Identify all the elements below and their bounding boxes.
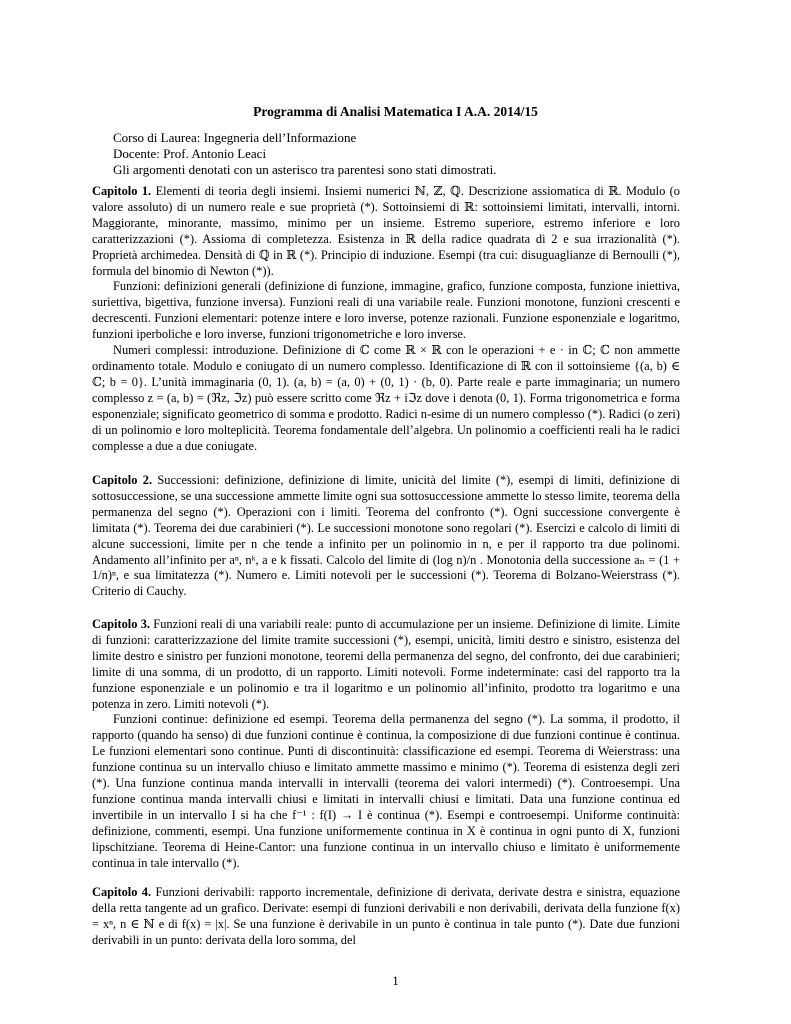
lecturer-line: Docente: Prof. Antonio Leaci [113, 146, 267, 161]
chapter-2-text: Successioni: definizione, definizione di limite, unicità del limite (*), esempi di limiti, definizione di sottosuccessione, se una successione ammette limite ogni sua sottosuccessione ammette lo stesso limite, teorema della permanenza del segno (*). Operazioni con i limiti. Teorema del confronto (*). Ogni successione convergente è limitata (*). Teorema dei due carabinieri (*). Le successioni monotone sono regolari (*). Esercizi e calcolo di limiti di alcune successioni, limite per n che tende a infinito per un polinomio in n, e per il rapporto tra due polinomi. Andamento all’infinito per aⁿ, nᵏ, a e k fissati. Calcolo del limite di (log n)/n . Monotonia della successione aₙ = (1 + 1/n)ⁿ, e sua limitatezza (*). Numero e. Limiti notevoli per le successioni (*). Teorema di Bolzano-Weierstrass (*). Criterio di Cauchy. [92, 473, 680, 599]
chapter-4-label: Capitolo 4. [92, 885, 152, 899]
page-number: 1 [392, 973, 399, 988]
course-line: Corso di Laurea: Ingegneria dell’Informazione [113, 130, 357, 145]
chapter-2-label: Capitolo 2. [92, 473, 153, 487]
chapter-3-label: Capitolo 3. [92, 617, 151, 631]
chapter-2-paragraph [92, 473, 680, 600]
chapter-1-label: Capitolo 1. [92, 184, 152, 198]
chapter-4-paragraph [92, 885, 680, 949]
chapter-3-section [92, 617, 680, 872]
complex-numbers-paragraph: Numeri complessi: introduzione. Definizione di ℂ come ℝ × ℝ con le operazioni + e · in ℂ; ℂ non ammette ordinamento totale. Modulo e coniugato di un numero complesso. Identificazione di ℝ con il sottoinsieme {(a, b) ∈ ℂ; b = 0}. L’unità immaginaria (0, 1). (a, b) = (a, 0) + (0, 1) · (b, 0). Parte reale e parte immaginaria; un numero complesso z = (a, b) = (ℜz, ℑz) può essere scritto come ℜz + iℑz dove i denota (0, 1). Forma trigonometrica e forma esponenziale; significato geometrico di somma e prodotto. Radici n-esime di un numero complesso (*). Radici (o zeri) di un polinomio e loro molteplicità. Teorema fondamentale dell’algebra. Un polinomio a coefficienti reali ha le radici complesse a due a due coniugate. [92, 343, 680, 453]
course-header [113, 130, 683, 178]
continuous-functions-paragraph: Funzioni continue: definizione ed esempi. Teorema della permanenza del segno (*). La somma, il prodotto, il rapporto (quando ha senso) di due funzioni continue è continua, la composizione di due funzioni continue è continua. Le funzioni elementari sono continue. Punti di discontinuità: classificazione ed esempi. Teorema di Weierstrass: una funzione continua su un intervallo chiuso e limitato ammette massimo e minimo (*). Teorema di esistenza degli zeri (*). Una funzione continua manda intervalli in intervalli (teorema dei valori intermedi) (*). Controesempi. Una funzione continua manda intervalli chiusi e limitati in intervalli chiusi e limitati. Data una funzione continua ed invertibile in un intervallo I si ha che f⁻¹ : f(I) → I è continua (*). Esempi e controesempi. Uniforme continuità: definizione, commenti, esempi. Una funzione uniformemente continua in X è continua in ogni punto di X, funzioni lipschitziane. Teorema di Heine-Cantor: una funzione continua in un intervallo chiuso e limitato è uniformemente continua in tale intervallo (*). [92, 712, 680, 870]
functions-paragraph: Funzioni: definizioni generali (definizione di funzione, immagine, grafico, funzione composta, funzione iniettiva, suriettiva, bigettiva, funzione inversa). Funzioni reali di una variabile reale. Funzioni monotone, funzioni crescenti e decrescenti. Funzioni elementari: potenze intere e loro inverse, potenze razionali. Funzione esponenziale e logaritmo, funzioni iperboliche e loro inverse, funzioni trigonometriche e loro inverse. [92, 279, 680, 342]
chapter-1-paragraph [92, 184, 680, 279]
chapter-4-text: Funzioni derivabili: rapporto incrementale, definizione di derivata, derivate destra e sinistra, equazione della retta tangente ad un grafico. Derivate: esempi di funzioni derivabili e non derivabili, derivata della funzione f(x) = xⁿ, n ∈ ℕ e di f(x) = |x|. Se una funzione è derivabile in un punto è continua in tale punto (*). Date due funzioni derivabili in un punto: derivata della loro somma, del [92, 885, 681, 947]
chapter-4-section [92, 885, 680, 949]
page-title: Programma di Analisi Matematica I A.A. 2014/15 [253, 104, 538, 119]
chapter-3-text: Funzioni reali di una variabili reale: punto di accumulazione per un insieme. Definizione di limite. Limite di funzioni: caratterizzazione del limite tramite successioni (*), esempi, unicità, limiti destro e sinistro, esistenza del limite destro e sinistro per funzioni monotone, teoremi della permanenza del segno, del confronto, dei due carabinieri; limite di una somma, di un prodotto, di un rapporto. Limiti notevoli. Forme indeterminate: casi del rapporto tra la funzione esponenziale e un polinomio e tra il logaritmo e un polinomio all’infinito, prodotto tra logaritmo e una potenza in zero. Limiti notevoli (*). [92, 617, 681, 711]
chapter-1-text: Elementi di teoria degli insiemi. Insiemi numerici ℕ, ℤ, ℚ. Descrizione assiomatica di ℝ. Modulo (o valore assoluto) di un numero reale e sue proprietà (*). Sottoinsiemi di ℝ: sottoinsiemi limitati, intervalli, intorni. Maggiorante, minorante, massimo, minimo per un insieme. Estremo superiore, estremo inferiore e loro caratterizzazioni (*). Assioma di completezza. Esistenza in ℝ della radice quadrata di 2 e sua irrazionalità (*). Proprietà archimedea. Densità di ℚ in ℝ (*). Principio di induzione. Esempi (tra cui: disuguaglianze di Bernoulli (*), formula del binomio di Newton (*)). [92, 184, 680, 278]
chapter-1-section [92, 184, 680, 454]
chapter-2-section [92, 473, 680, 600]
note-line: Gli argomenti denotati con un asterisco tra parentesi sono stati dimostrati. [113, 162, 497, 177]
chapter-3-paragraph [92, 617, 680, 712]
